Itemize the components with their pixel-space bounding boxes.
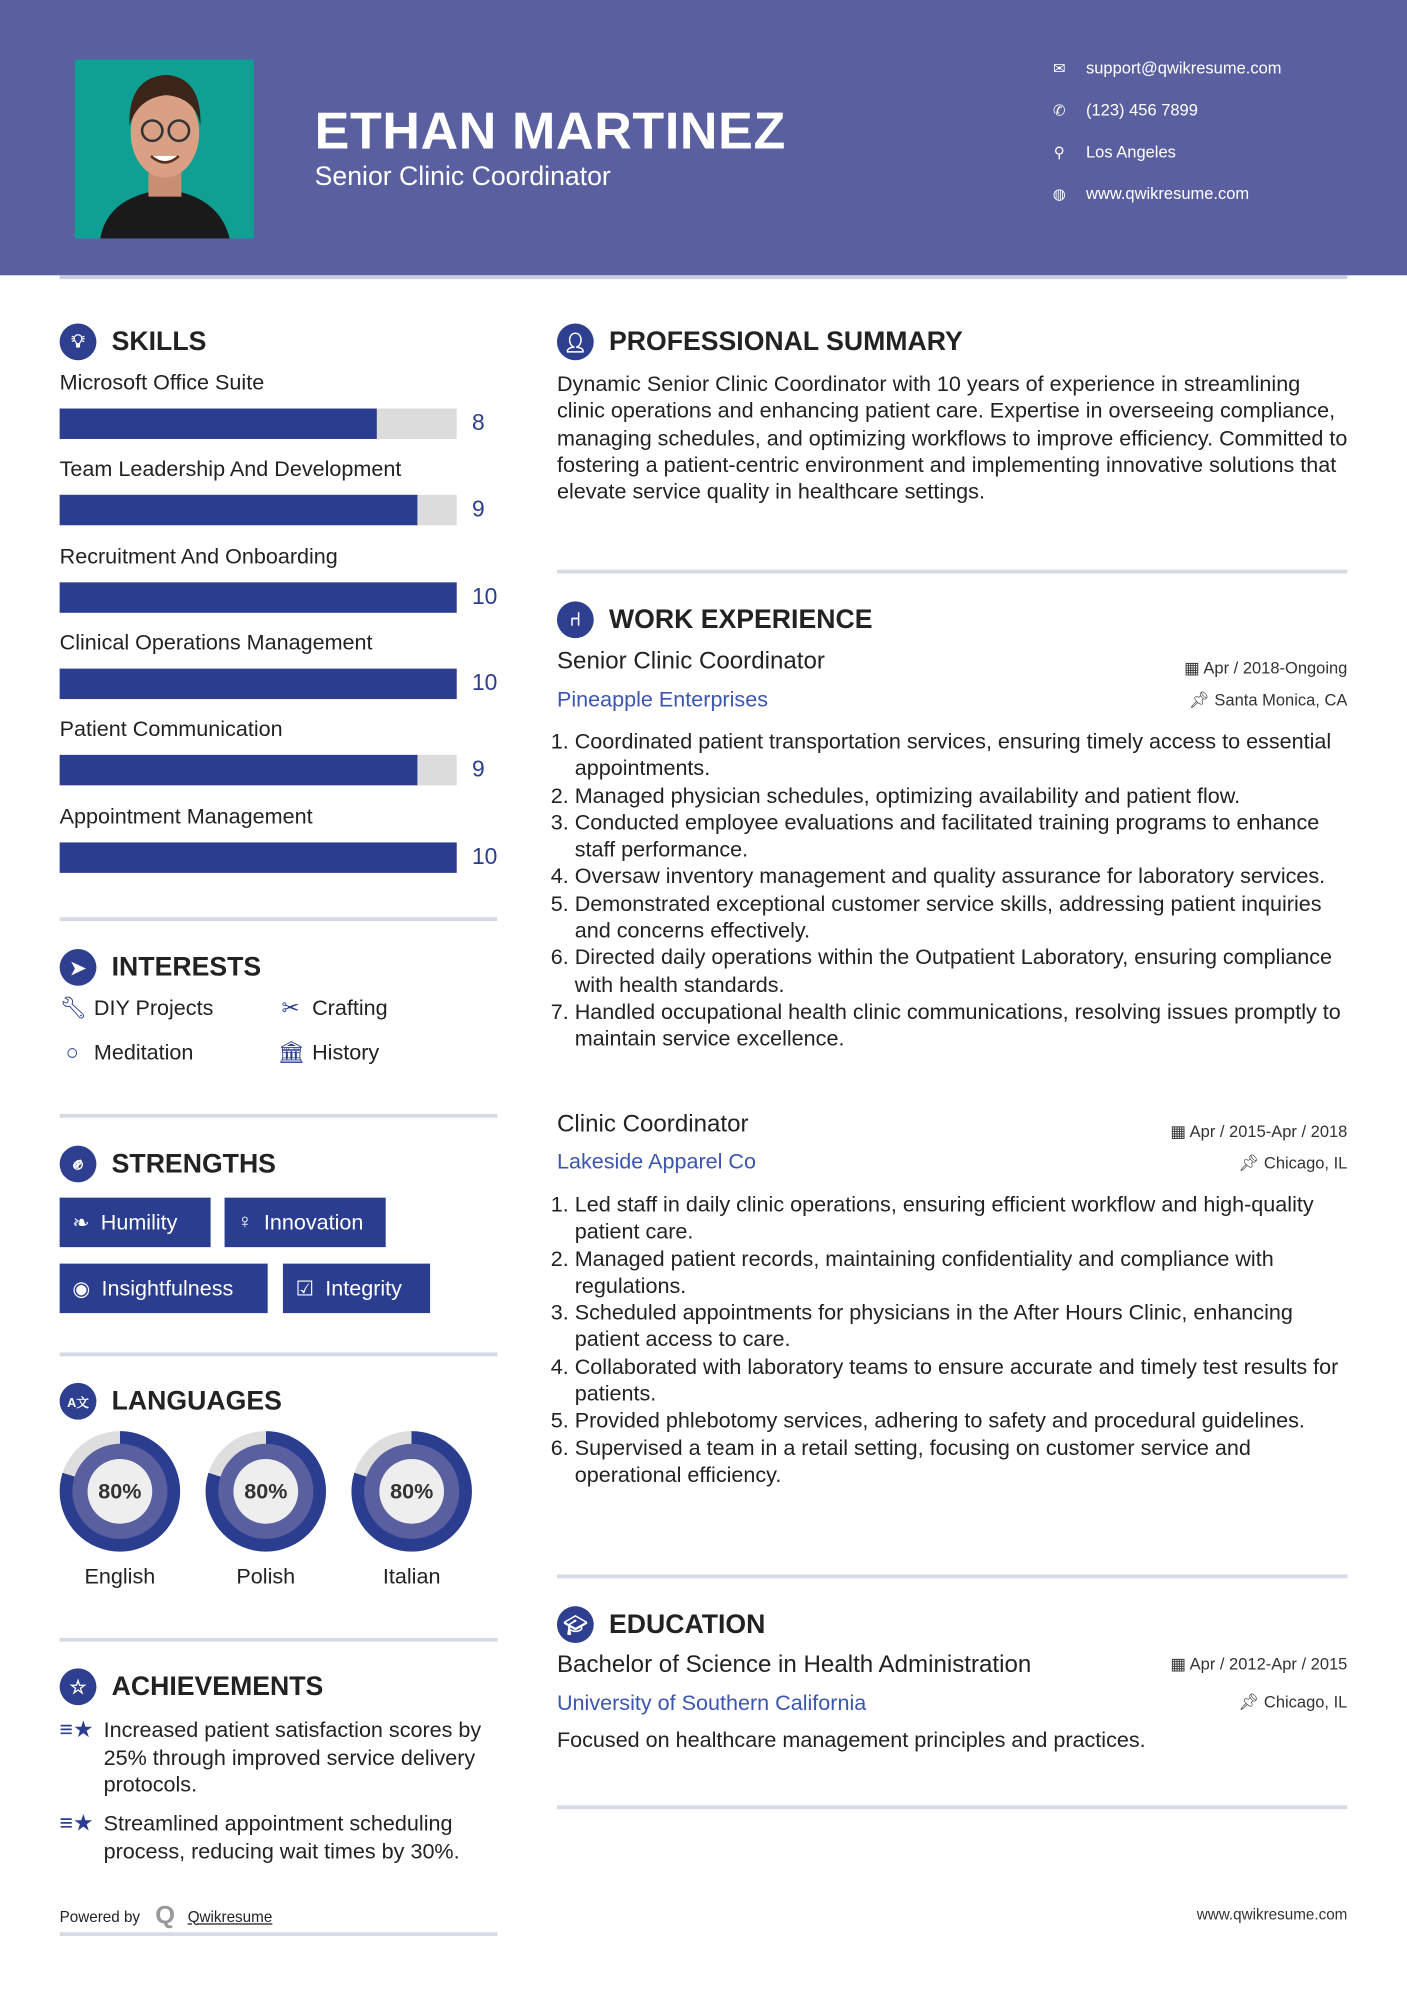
duty-item: 3. Scheduled appointments for physicians in the After Hours Clinic, enhancing patient access to care. [575,1299,1355,1353]
calendar-icon: ▦ [1170,1121,1190,1141]
section-divider [60,1352,498,1356]
skill-label: Microsoft Office Suite [59,370,265,395]
interest-item [278,1040,379,1065]
achievement-text: Increased patient satisfaction scores by 25% through improved service delivery protocols. [103,1717,482,1797]
job-date [1170,1122,1347,1142]
duty-item: 4. Collaborated with laboratory teams to ensure accurate and timely test results for patients. [575,1353,1355,1407]
museum-icon: 🏛︎ [277,1040,306,1065]
pushpin-icon: 📌︎ [1188,690,1215,710]
powered-by-text: Powered by [59,1907,141,1926]
translate-icon: A文 [60,1383,97,1420]
graduate-icon: 🎓︎ [557,1606,594,1643]
interest-label: Meditation [93,1040,194,1065]
language-name: Polish [236,1564,296,1589]
user-icon: 👤︎ [557,324,594,361]
achievement-item [60,1717,498,1799]
achievement-item [60,1810,498,1865]
powered-by [60,1902,273,1931]
skill-bar-fill [60,755,417,785]
interests-heading-text: INTERESTS [111,952,262,982]
contact-email[interactable] [1050,58,1281,77]
section-divider [557,1574,1347,1578]
strength-label: Innovation [263,1209,364,1234]
leaf-icon: ❧ [72,1212,90,1234]
education-date-text: Apr / 2012-Apr / 2015 [1189,1654,1348,1674]
job-duties [557,728,1355,1052]
languages-heading [60,1383,282,1420]
education-location [1238,1692,1347,1712]
skill-bar [60,755,457,785]
section-divider [60,1638,498,1642]
strength-label: Humility [100,1209,178,1234]
languages-heading-text: LANGUAGES [111,1386,282,1416]
contact-phone-text: (123) 456 7899 [1086,100,1198,120]
job-location [1238,1153,1347,1173]
work-heading [557,601,873,638]
language-percent: 80% [88,1459,153,1524]
education-heading-text: EDUCATION [608,1609,766,1639]
summary-heading-text: PROFESSIONAL SUMMARY [608,326,963,356]
skill-value: 10 [471,843,498,869]
candidate-title: Senior Clinic Coordinator [314,162,611,192]
skill-value: 10 [471,583,498,609]
skill-label: Clinical Operations Management [59,630,373,655]
language-donut [206,1431,327,1552]
contact-phone [1050,100,1197,119]
profile-photo [75,60,254,239]
skills-heading-text: SKILLS [111,326,207,356]
duty-item: 4. Oversaw inventory management and quality assurance for laboratory services. [575,863,1355,890]
interest-item [60,1040,194,1065]
job-company: Lakeside Apparel Co [556,1149,757,1174]
contact-website-text: www.qwikresume.com [1086,183,1250,203]
skill-label: Recruitment And Onboarding [59,543,338,568]
strength-label: Integrity [325,1275,402,1300]
interest-label: History [312,1040,380,1065]
calendar-icon: ▦ [1170,1654,1190,1674]
skill-bar [60,582,457,612]
job-title: Senior Clinic Coordinator [556,648,825,675]
language-donut [60,1431,181,1552]
strengths-heading-text: STRENGTHS [111,1148,276,1178]
skill-label: Team Leadership And Development [59,457,402,482]
summary-heading [557,324,963,361]
pushpin-icon: 📌︎ [1238,1153,1264,1173]
job-location-text: Santa Monica, CA [1214,690,1348,710]
strength-chip [225,1198,386,1247]
skill-bar-fill [60,668,457,698]
duty-item: 6. Supervised a team in a retail setting, focusing on customer service and operational efficiency. [575,1434,1355,1488]
job-company: Pineapple Enterprises [556,687,768,712]
duty-item: 1. Led staff in daily clinic operations, ensuring efficient workflow and high-quality patient care. [575,1191,1355,1245]
scissors-icon: ✂ [281,995,300,1021]
duty-item: 5. Provided phlebotomy services, adhering to safety and procedural guidelines. [575,1407,1355,1434]
skill-value: 10 [471,669,498,696]
skill-label: Patient Communication [59,717,283,742]
lightbulb-icon: 💡︎ [60,324,97,361]
strength-chip [60,1264,268,1313]
job-location [1189,690,1347,710]
envelope-icon: ✉ [1052,58,1066,77]
work-heading-text: WORK EXPERIENCE [608,604,873,634]
job-title: Clinic Coordinator [556,1111,749,1139]
duty-item: 2. Managed physician schedules, optimizing availability and patient flow. [575,782,1355,809]
fist-icon: ✊︎ [60,1146,97,1183]
shooting-star-icon: ≡★ [59,1810,94,1836]
circle-icon: ○ [65,1040,79,1065]
eye-icon: ◉ [72,1278,91,1300]
wrench-icon: 🔧︎ [59,995,88,1021]
interests-heading [60,949,262,986]
skill-bar [60,495,457,525]
language-donut [351,1431,472,1552]
strength-chip [60,1198,211,1247]
check-square-icon: ☑ [295,1278,314,1300]
strength-label: Insightfulness [101,1275,234,1300]
education-date [1170,1654,1347,1674]
language-name: Italian [382,1564,441,1589]
language-percent: 80% [379,1459,444,1524]
skill-bar-fill [60,495,417,525]
skill-bar [60,409,457,439]
skill-value: 9 [471,756,485,782]
skill-label: Appointment Management [59,803,313,828]
job-location-text: Chicago, IL [1263,1153,1348,1173]
brand-link[interactable]: Qwikresume [187,1907,273,1926]
duty-item: 5. Demonstrated exceptional customer service skills, addressing patient inquiries and concerns effectively. [575,890,1355,944]
section-divider [557,570,1347,574]
education-heading [557,1606,765,1643]
strengths-heading [60,1146,276,1183]
interest-label: DIY Projects [93,995,214,1021]
education-description: Focused on healthcare management principles and practices. [556,1727,1146,1753]
section-divider [60,1932,498,1936]
language-name: English [84,1564,156,1589]
skill-value: 8 [471,409,485,436]
duty-item: 1. Coordinated patient transportation services, ensuring timely access to essential appointments. [575,728,1355,782]
qwikresume-logo-icon: Q [155,1901,176,1930]
school-name: University of Southern California [556,1691,867,1716]
section-divider [557,1805,1347,1809]
shooting-star-icon: ≡★ [59,1716,94,1742]
footer-url[interactable]: www.qwikresume.com [1196,1905,1348,1924]
job-duties [557,1191,1355,1488]
phone-icon: ✆ [1052,100,1066,119]
duty-item: 2. Managed patient records, maintaining confidentiality and compliance with regulations. [575,1245,1355,1299]
office-chair-icon: ⑁ [557,601,594,638]
lightbulb-icon: ♀ [237,1210,253,1233]
calendar-icon: ▦ [1184,658,1204,678]
skill-bar [60,668,457,698]
summary-text: Dynamic Senior Clinic Coordinator with 10 years of experience in streamlining clinic operations and enhancing patient care. Expertise in overseeing compliance, managing schedules, and optimizing workflows to improve efficiency. Committed to fostering a patient-centric environment and implementing innovative solutions that elevate service quality in healthcare settings. [556,371,1348,504]
contact-location [1050,142,1175,161]
paper-plane-icon: ➤ [60,949,97,986]
language-percent: 80% [233,1459,298,1524]
interest-item [278,996,388,1021]
achievements-heading-text: ACHIEVEMENTS [111,1671,324,1701]
interest-item [60,996,214,1021]
section-divider [60,1114,498,1118]
duty-item: 7. Handled occupational health clinic communications, resolving issues promptly to maintain service excellence. [575,998,1355,1052]
strength-chip [283,1264,430,1313]
candidate-name: ETHAN MARTINEZ [314,101,786,160]
contact-location-text: Los Angeles [1086,142,1176,162]
star-icon: ☆ [60,1668,97,1705]
section-divider [60,917,498,921]
skill-value: 9 [471,496,485,522]
contact-website[interactable] [1050,184,1249,203]
skills-heading [60,324,207,361]
job-date [1184,658,1347,678]
achievement-text: Streamlined appointment scheduling process, reducing wait times by 30%. [103,1811,460,1864]
skill-bar-fill [60,409,378,439]
map-pin-icon: ⚲ [1053,142,1065,161]
interest-label: Crafting [312,995,388,1021]
skill-bar [60,842,457,872]
job-date-text: Apr / 2015-Apr / 2018 [1189,1121,1348,1141]
globe-icon: ◍ [1052,184,1067,203]
pushpin-icon: 📌︎ [1238,1692,1264,1712]
achievements-heading [60,1668,324,1705]
education-location-text: Chicago, IL [1263,1692,1348,1712]
contact-email-text: support@qwikresume.com [1086,58,1282,78]
skill-bar-fill [60,842,457,872]
duty-item: 3. Conducted employee evaluations and facilitated training programs to enhance staff performance. [575,809,1355,863]
skill-bar-fill [60,582,457,612]
job-date-text: Apr / 2018-Ongoing [1203,658,1348,678]
header-divider [60,275,1348,279]
duty-item: 6. Directed daily operations within the Outpatient Laboratory, ensuring compliance with health standards. [575,944,1355,998]
degree-title: Bachelor of Science in Health Administration [556,1651,1032,1679]
